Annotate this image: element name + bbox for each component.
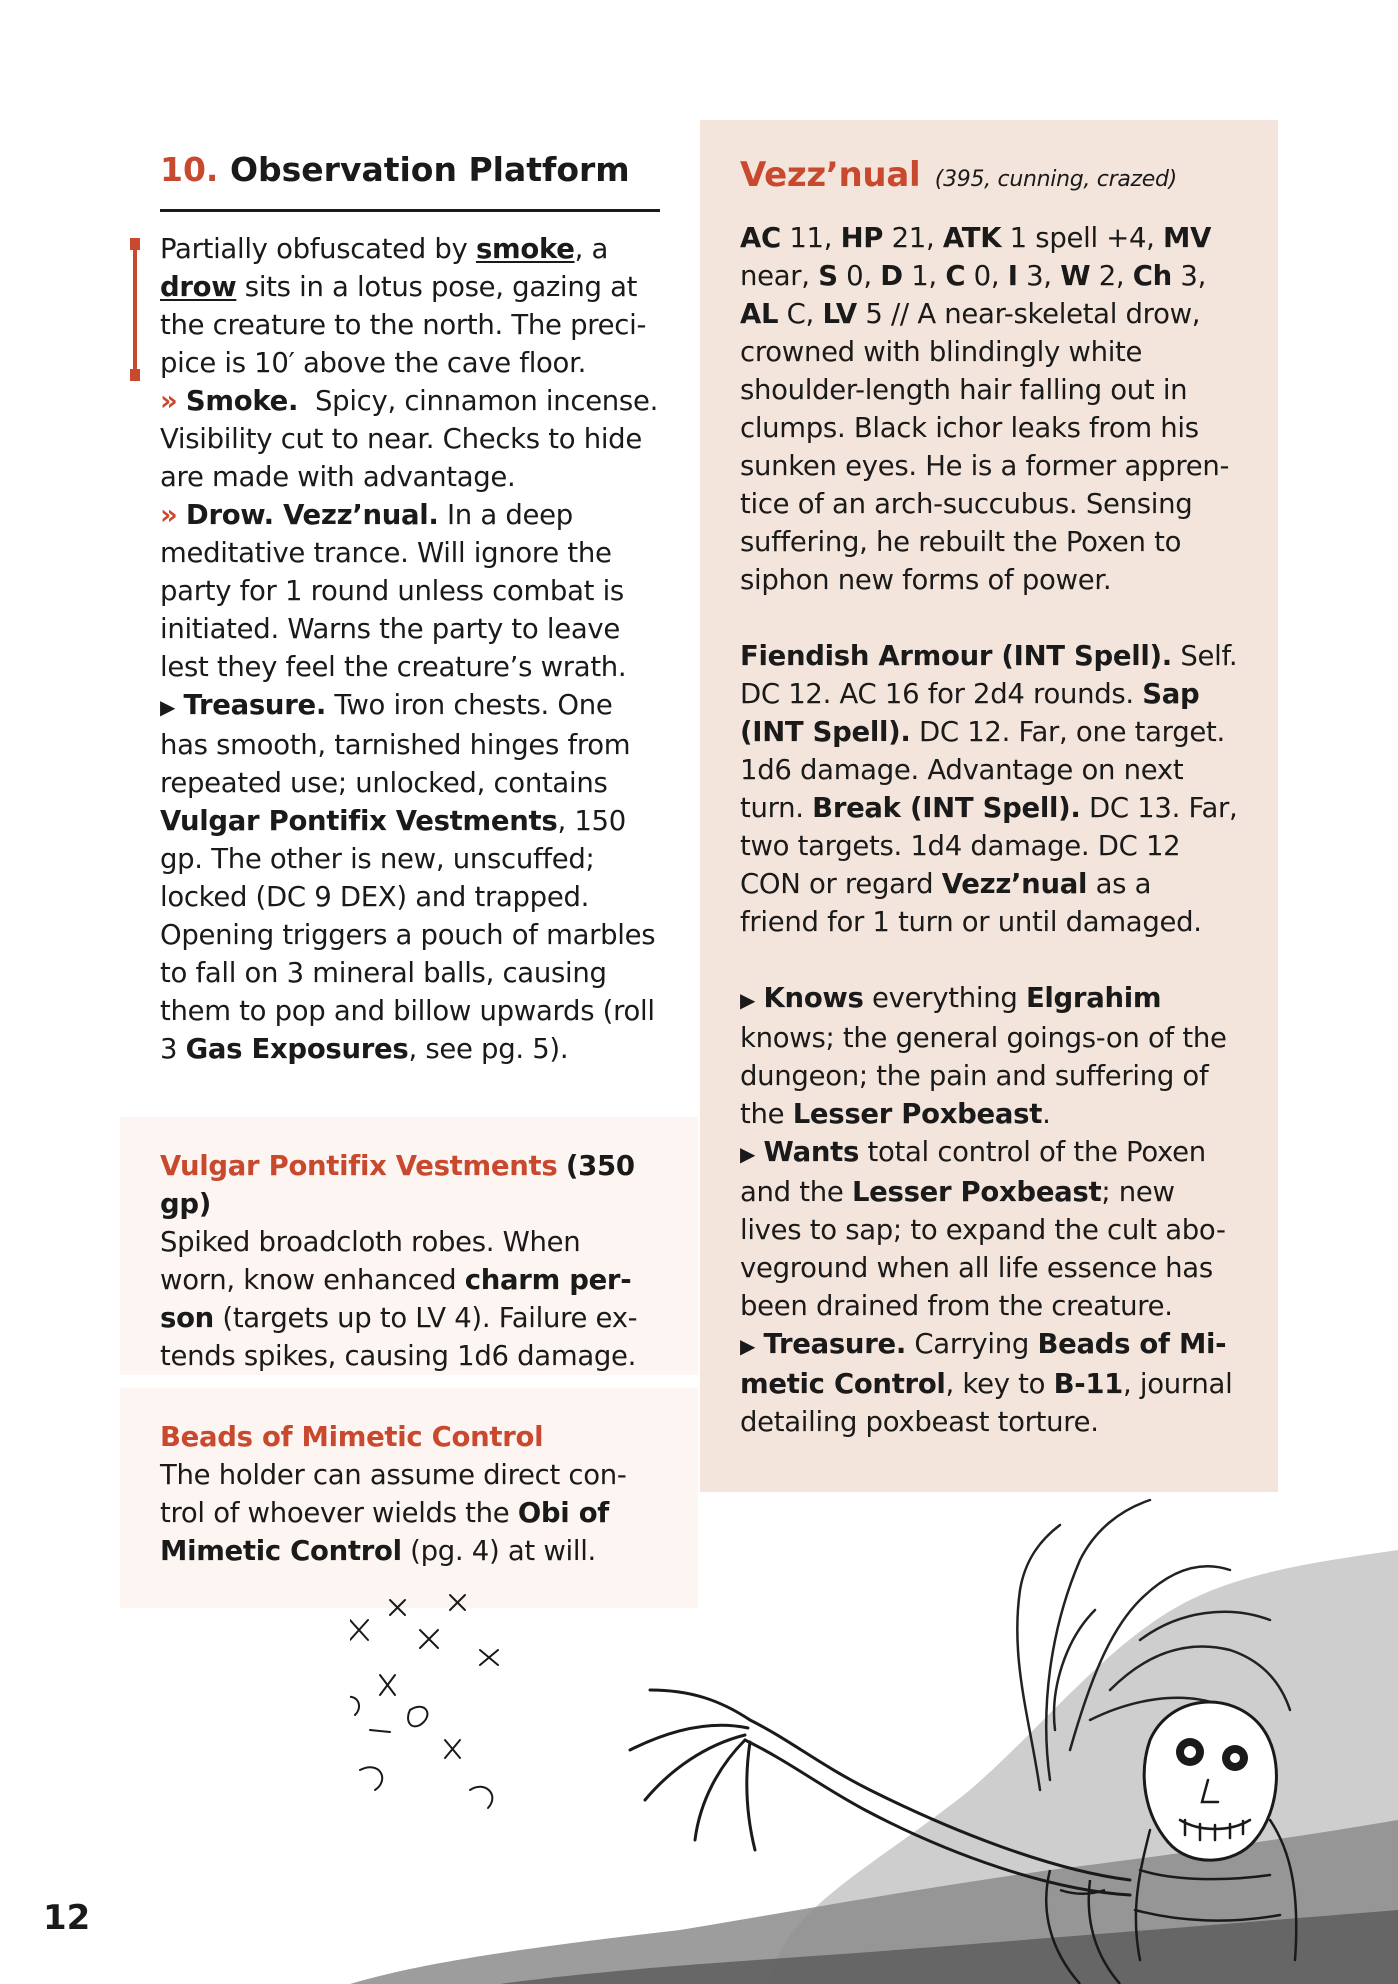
item-reference: Obi of Mimetic Control: [160, 1497, 609, 1567]
smoke-entry: [160, 382, 660, 496]
item-price: (350 gp): [160, 1150, 635, 1220]
entry-text: , 150 gp. The other is new, unscuffed; locked (DC 9 DEX) and trapped. Opening triggers a pouch of marbles to fall on 3 mineral balls, causing them to pop and billow upwards (roll 3: [160, 805, 656, 1065]
stat-label: C: [945, 260, 966, 292]
npc-description: A near-skeletal drow, crowned with blindingly white shoulder-length hair falling out in clumps. Black ichor leaks from his sunken eyes. He is a former appren-tice of an arch-succubus. Sensing suffering, he rebuilt the Poxen to siphon new forms of power.: [740, 298, 1230, 596]
stat-value: 11,: [780, 222, 841, 254]
drow-keyword: drow: [160, 271, 237, 303]
entry-text: ; new lives to sap; to expand the cult abo-veground when all life essence has been drained from the creature.: [740, 1176, 1226, 1322]
stat-label: Ch: [1132, 260, 1172, 292]
npc-reference: Vezz’nual: [941, 868, 1088, 900]
item-text: (targets up to LV 4). Failure ex-tends spikes, causing 1d6 damage.: [160, 1302, 638, 1372]
stat-value: 1,: [902, 260, 946, 292]
intro-text: sits in a lotus pose, gazing at the creature to the north. The preci-pice is 10′ above the cave floor.: [160, 271, 647, 379]
item-text: The holder can assume direct con-trol of whoever wields the: [160, 1459, 627, 1529]
stat-value: near,: [740, 260, 819, 292]
entry-title: Smoke.: [185, 385, 299, 417]
stat-label: ATK: [942, 222, 1002, 254]
npc-treasure: [740, 1325, 1238, 1441]
npc-stats: [740, 219, 1238, 599]
stat-value: 1 spell +4,: [1001, 222, 1164, 254]
npc-reference: Elgrahim: [1025, 982, 1162, 1014]
spell-name: Break (INT Spell).: [812, 792, 1081, 824]
triangle-bullet-icon: ▶: [740, 1334, 756, 1358]
creature-reference: Lesser Poxbeast: [792, 1098, 1043, 1130]
stat-value: 0,: [965, 260, 1008, 292]
spell-name: Sap (INT Spell).: [740, 678, 1200, 748]
stat-label: W: [1060, 260, 1091, 292]
spell-name: Fiendish Armour (INT Spell).: [740, 640, 1172, 672]
spell-reference: charm per-son: [160, 1264, 632, 1334]
npc-stat-block: [700, 120, 1278, 1492]
entry-text: everything: [863, 982, 1026, 1014]
item-name: Vulgar Pontifix Vestments: [160, 1150, 558, 1182]
entry-text: knows; the general goings-on of the dungeon; the pain and suffering of the: [740, 1022, 1227, 1130]
entry-text: Carrying: [905, 1328, 1038, 1360]
stat-label: MV: [1163, 222, 1212, 254]
stat-label: LV: [822, 298, 857, 330]
triangle-bullet-icon: ▶: [740, 1142, 756, 1166]
room-section: [160, 150, 660, 1068]
spell-text: as a friend for 1 turn or until damaged.: [740, 868, 1202, 938]
section-title: [160, 150, 660, 212]
read-aloud-text: [160, 230, 660, 382]
stat-label: AC: [740, 222, 781, 254]
entry-title: Knows: [763, 982, 864, 1014]
npc-spells: [740, 637, 1238, 941]
entry-text: , journal detailing poxbeast torture.: [740, 1368, 1233, 1438]
drow-entry: [160, 496, 660, 686]
entry-title: Treasure.: [763, 1328, 906, 1360]
stat-label: D: [880, 260, 903, 292]
triangle-bullet-icon: ▶: [740, 988, 756, 1012]
intro-text: Partially obfuscated by: [160, 233, 476, 265]
item-text: (pg. 4) at will.: [401, 1535, 596, 1567]
entry-text: total control of the Poxen and the: [740, 1136, 1206, 1208]
entry-text: , key to: [945, 1368, 1054, 1400]
stat-value: 2,: [1090, 260, 1133, 292]
stat-value: 0,: [837, 260, 881, 292]
stat-value: 3,: [1171, 260, 1207, 292]
stat-label: S: [818, 260, 838, 292]
npc-knows: [740, 979, 1238, 1133]
smoke-keyword: smoke: [475, 233, 575, 265]
spell-text: DC 13. Far, two targets. 1d4 damage. DC 12 CON or regard: [740, 792, 1238, 900]
stat-label: HP: [840, 222, 884, 254]
skeletal-drow-illustration: [350, 1490, 1398, 1984]
item-reference: Vulgar Pontifix Vestments: [160, 805, 558, 837]
stat-value: 3,: [1017, 260, 1061, 292]
entry-text: Spicy, cinnamon incense. Visibility cut to near. Checks to hide are made with advantage.: [160, 385, 659, 493]
guillemet-icon: »: [160, 385, 178, 417]
entry-title: Drow. Vezz’nual.: [185, 499, 439, 531]
read-aloud-marker: [133, 242, 137, 377]
entry-title: Treasure.: [183, 689, 326, 721]
item-text: Spiked broadcloth robes. When worn, know enhanced: [160, 1226, 581, 1296]
section-number: 10.: [160, 150, 219, 189]
npc-wants: [740, 1133, 1238, 1325]
entry-text: Two iron chests. One has smooth, tarnished hinges from repeated use; unlocked, contains: [160, 689, 631, 799]
item-name: Beads of Mimetic Control: [160, 1421, 544, 1453]
intro-text: , a: [574, 233, 609, 265]
entry-title: Wants: [763, 1136, 860, 1168]
npc-name: Vezz’nual: [740, 155, 921, 195]
treasure-entry: [160, 686, 660, 1068]
triangle-bullet-icon: ▶: [160, 695, 176, 719]
stat-value: C,: [778, 298, 823, 330]
item-reference: Beads of Mi-metic Control: [740, 1328, 1227, 1400]
creature-reference: Lesser Poxbeast: [851, 1176, 1102, 1208]
entry-text: , see pg. 5).: [408, 1033, 569, 1065]
entry-text: .: [1042, 1098, 1051, 1130]
spell-text: Self. DC 12. AC 16 for 2d4 rounds.: [740, 640, 1238, 710]
npc-header: [740, 156, 1238, 199]
stat-value: 21,: [883, 222, 943, 254]
entry-text: In a deep meditative trance. Will ignore the party for 1 round unless combat is initiated. Warns the party to leave lest they feel the creature’s wrath.: [160, 499, 627, 683]
section-title-text: Observation Platform: [229, 150, 630, 189]
room-reference: B-11: [1053, 1368, 1124, 1400]
stat-label: I: [1007, 260, 1018, 292]
stat-label: AL: [740, 298, 779, 330]
gas-reference: Gas Exposures: [185, 1033, 409, 1065]
item-box-vestments: [120, 1117, 698, 1375]
npc-tags: (395, cunning, crazed): [934, 167, 1177, 192]
stat-value: 5 //: [856, 298, 918, 330]
guillemet-icon: »: [160, 499, 178, 531]
spell-text: DC 12. Far, one target. 1d6 damage. Advantage on next turn.: [740, 716, 1225, 824]
page-number: 12: [43, 1898, 91, 1938]
